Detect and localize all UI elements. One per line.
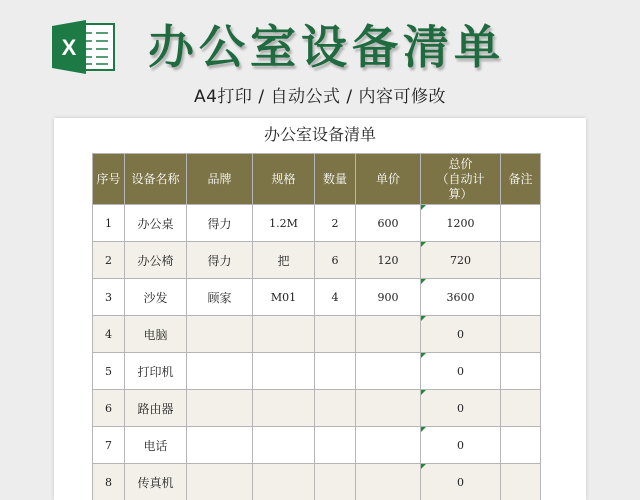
cell-brand[interactable] — [187, 353, 253, 390]
cell-total[interactable] — [421, 427, 501, 464]
cell-value: 8 — [105, 475, 112, 489]
column-header-brand[interactable]: 品牌 — [187, 154, 253, 205]
table-row — [93, 353, 541, 390]
cell-value: 2 — [105, 253, 112, 267]
cell-no[interactable] — [93, 464, 125, 500]
cell-total[interactable] — [421, 279, 501, 316]
cell-total[interactable] — [421, 205, 501, 242]
cell-note[interactable] — [501, 390, 541, 427]
cell-qty[interactable] — [315, 242, 356, 279]
formula-indicator-icon — [421, 427, 426, 432]
cell-value: 1 — [105, 216, 112, 230]
cell-brand[interactable] — [187, 279, 253, 316]
cell-value: 0 — [457, 364, 464, 378]
table-row — [93, 390, 541, 427]
column-header-price[interactable]: 单价 — [356, 154, 421, 205]
excel-logo-icon — [52, 18, 116, 76]
cell-spec[interactable] — [253, 316, 315, 353]
cell-note[interactable] — [501, 316, 541, 353]
table-body — [93, 205, 541, 500]
cell-no[interactable] — [93, 353, 125, 390]
cell-spec[interactable] — [253, 242, 315, 279]
cell-note[interactable] — [501, 464, 541, 500]
cell-value: 路由器 — [137, 401, 174, 416]
cell-value: 打印机 — [137, 364, 174, 379]
cell-price[interactable] — [356, 205, 421, 242]
cell-value: 0 — [457, 327, 464, 341]
cell-value: 720 — [450, 253, 471, 267]
cell-qty[interactable] — [315, 427, 356, 464]
cell-value: M01 — [270, 290, 297, 304]
cell-value: 办公椅 — [137, 253, 174, 268]
cell-note[interactable] — [501, 279, 541, 316]
equipment-table — [92, 153, 541, 500]
cell-value: 把 — [277, 253, 290, 268]
table-row — [93, 205, 541, 242]
cell-value: 3600 — [446, 290, 475, 304]
column-header-total[interactable]: 总价 （自动计 算） — [421, 154, 501, 205]
cell-value: 900 — [377, 290, 399, 304]
cell-brand[interactable] — [187, 464, 253, 500]
column-header-qty[interactable]: 数量 — [315, 154, 356, 205]
cell-value: 7 — [105, 438, 112, 452]
table-header-row — [93, 154, 541, 205]
cell-value: 沙发 — [143, 290, 168, 305]
column-header-name[interactable]: 设备名称 — [125, 154, 187, 205]
cell-name[interactable] — [125, 205, 187, 242]
table-row — [93, 316, 541, 353]
cell-value: 0 — [457, 438, 464, 452]
cell-value: 1.2M — [269, 216, 298, 230]
cell-value: 0 — [457, 475, 464, 489]
cell-qty[interactable] — [315, 390, 356, 427]
cell-no[interactable] — [93, 390, 125, 427]
cell-value: 4 — [331, 290, 339, 304]
cell-no[interactable] — [93, 205, 125, 242]
cell-value: 电话 — [143, 438, 168, 453]
cell-note[interactable] — [501, 353, 541, 390]
cell-price[interactable] — [356, 353, 421, 390]
cell-name[interactable] — [125, 353, 187, 390]
page-title: 办公室设备清单 — [148, 20, 505, 74]
formula-indicator-icon — [421, 464, 426, 469]
cell-total[interactable] — [421, 464, 501, 500]
cell-price[interactable] — [356, 242, 421, 279]
table-row — [93, 464, 541, 500]
cell-total[interactable] — [421, 390, 501, 427]
sheet-title: 办公室设备清单 — [263, 125, 376, 144]
cell-price[interactable] — [356, 390, 421, 427]
cell-value: 电脑 — [143, 327, 168, 342]
cell-qty[interactable] — [315, 353, 356, 390]
formula-indicator-icon — [421, 205, 426, 210]
cell-value: 600 — [377, 216, 399, 230]
cell-spec[interactable] — [253, 427, 315, 464]
formula-indicator-icon — [421, 242, 426, 247]
cell-value: 6 — [105, 401, 112, 415]
table-row — [93, 242, 541, 279]
column-header-note[interactable]: 备注 — [501, 154, 541, 205]
cell-spec[interactable] — [253, 353, 315, 390]
cell-value: 1200 — [446, 216, 475, 230]
cell-qty[interactable] — [315, 464, 356, 500]
spreadsheet-sheet — [54, 118, 586, 500]
cell-note[interactable] — [501, 205, 541, 242]
table-row — [93, 427, 541, 464]
cell-name[interactable] — [125, 390, 187, 427]
cell-total[interactable] — [421, 353, 501, 390]
cell-no[interactable] — [93, 242, 125, 279]
cell-qty[interactable] — [315, 316, 356, 353]
cell-qty[interactable] — [315, 205, 356, 242]
formula-indicator-icon — [421, 279, 426, 284]
cell-note[interactable] — [501, 427, 541, 464]
cell-value: 5 — [105, 364, 112, 378]
formula-indicator-icon — [421, 353, 426, 358]
cell-price[interactable] — [356, 464, 421, 500]
cell-no[interactable] — [93, 427, 125, 464]
formula-indicator-icon — [421, 390, 426, 395]
cell-name[interactable] — [125, 464, 187, 500]
svg-text:X: X — [61, 35, 77, 60]
cell-spec[interactable] — [253, 464, 315, 500]
cell-no[interactable] — [93, 316, 125, 353]
cell-spec[interactable] — [253, 279, 315, 316]
cell-brand[interactable] — [187, 205, 253, 242]
cell-spec[interactable] — [253, 390, 315, 427]
column-header-spec[interactable]: 规格 — [253, 154, 315, 205]
cell-qty[interactable] — [315, 279, 356, 316]
cell-price[interactable] — [356, 427, 421, 464]
cell-name[interactable] — [125, 279, 187, 316]
cell-value: 得力 — [207, 253, 232, 268]
cell-name[interactable] — [125, 242, 187, 279]
cell-value: 传真机 — [137, 475, 174, 490]
cell-brand[interactable] — [187, 427, 253, 464]
cell-brand[interactable] — [187, 316, 253, 353]
cell-price[interactable] — [356, 316, 421, 353]
cell-total[interactable] — [421, 242, 501, 279]
cell-name[interactable] — [125, 427, 187, 464]
cell-value: 6 — [331, 253, 339, 267]
cell-value: 得力 — [207, 216, 232, 231]
cell-value: 顾家 — [207, 290, 232, 305]
cell-brand[interactable] — [187, 390, 253, 427]
formula-indicator-icon — [421, 316, 426, 321]
table-row — [93, 279, 541, 316]
cell-value: 办公桌 — [137, 216, 174, 231]
cell-value: 2 — [331, 216, 339, 230]
page-subtitle: A4打印 / 自动公式 / 内容可修改 — [193, 87, 446, 107]
cell-value: 4 — [105, 327, 112, 341]
cell-total[interactable] — [421, 316, 501, 353]
cell-value: 0 — [457, 401, 464, 415]
cell-value: 120 — [377, 253, 399, 267]
cell-spec[interactable] — [253, 205, 315, 242]
cell-price[interactable] — [356, 279, 421, 316]
cell-value: 3 — [105, 290, 112, 304]
cell-brand[interactable] — [187, 242, 253, 279]
cell-note[interactable] — [501, 242, 541, 279]
cell-name[interactable] — [125, 316, 187, 353]
column-header-no[interactable]: 序号 — [93, 154, 125, 205]
cell-no[interactable] — [93, 279, 125, 316]
